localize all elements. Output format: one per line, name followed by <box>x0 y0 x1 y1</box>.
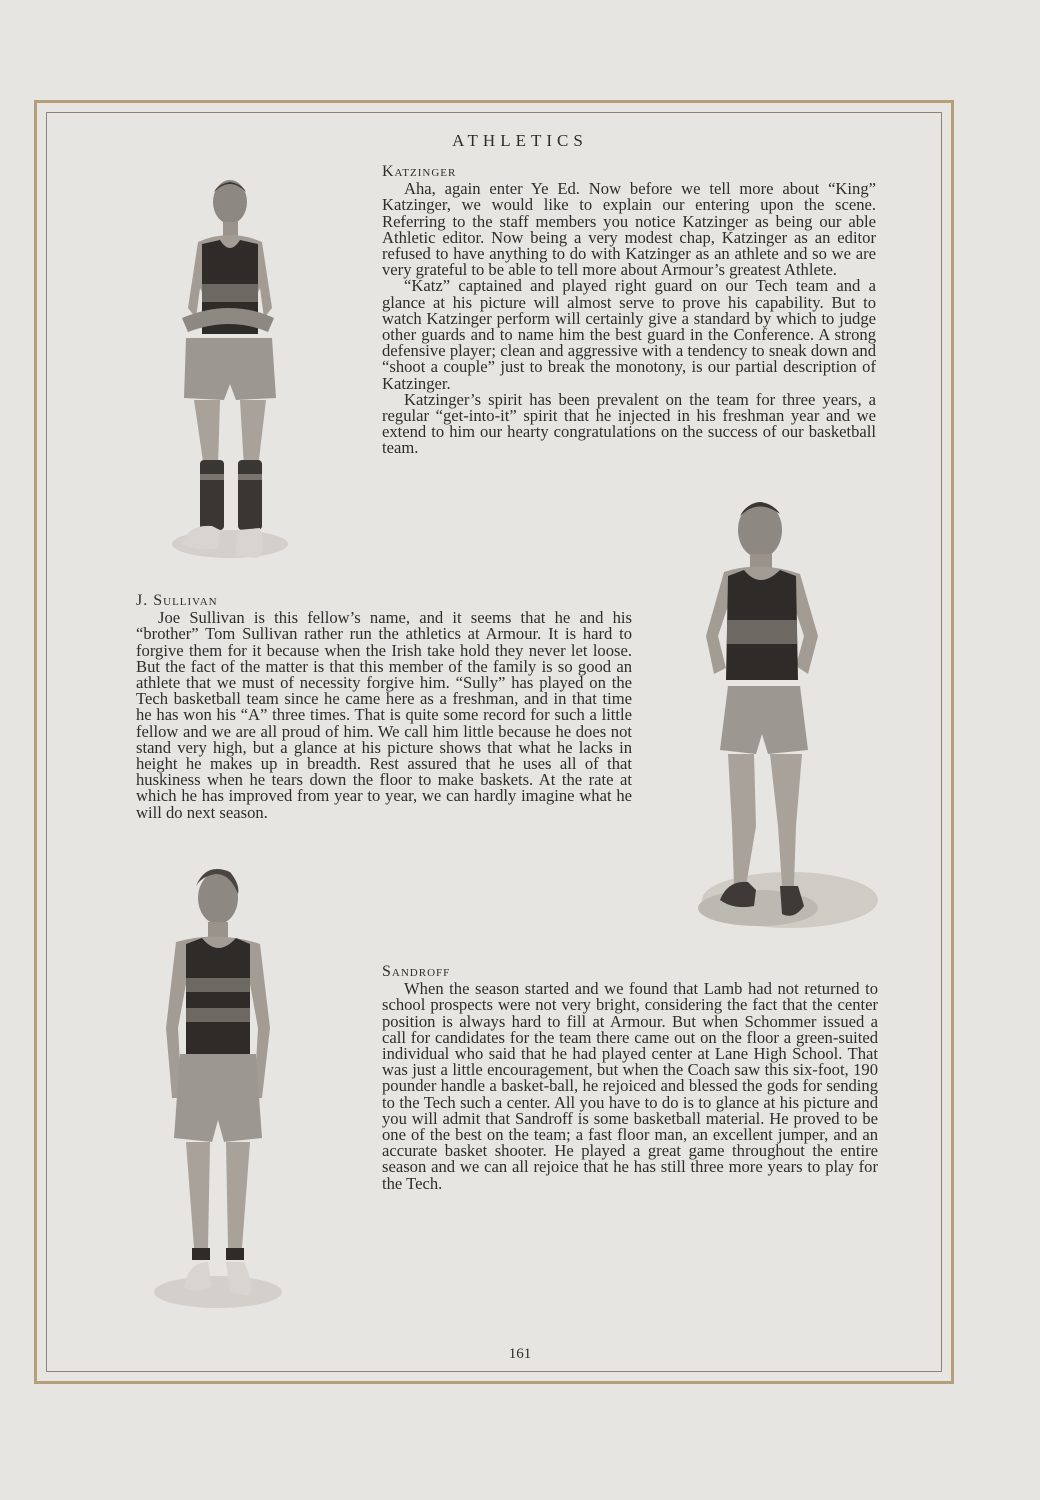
katzinger-section <box>382 164 876 457</box>
page-header: ATHLETICS <box>452 131 588 150</box>
sullivan-name: J. Sullivan <box>136 592 218 609</box>
sandroff-photo <box>150 858 285 1318</box>
katzinger-name: Katzinger <box>382 163 457 180</box>
sullivan-paragraph-1: Joe Sullivan is this fellow’s name, and it seems that he and his “brother” Tom Sullivan rather run the athletics at Armour. It is hard to forgive them for it because when the Irish take hold they never let loose. But the fact of the matter is that this member of the family is so good an athlete that we must of necessity forgive him. “Sully” has played on the Tech basketball team since he came here as a freshman, and in that time he has won his “A” three times. That is quite some record for such a little fellow and we are all proud of him. We call him little because he does not stand very high, but a glance at his picture shows that what he lacks in height he makes up in breadth. Rest assured that he uses all of that huskiness when he tears down the floor to make baskets. At the rate at which he has improved from year to year, we can hardly imagine what he will do next season. <box>136 608 632 822</box>
page-number: 161 <box>508 1346 532 1362</box>
katzinger-paragraph-3: Katzinger’s spirit has been prevalent on the team for three years, a regular “get-into-it” spirit that he injected in his freshman year and we extend to him our hearty congratulations on the success of our basketball team. <box>382 389 876 458</box>
sullivan-section <box>136 593 632 821</box>
sullivan-photo <box>698 496 880 931</box>
sandroff-paragraph-1: When the season started and we found that Lamb had not returned to school prospects were not very bright, considering the fact that the center position is always hard to fill at Armour. But when Schommer issued a call for candidates for the team there came out on the floor a green-suited individual who said that he had played center at Lane High School. That was just a little encouragement, but when the Coach saw this six-foot, 190 pounder handle a basket-ball, he rejoiced and blessed the gods for sending to the Tech such a center. All you have to do is to glance at his picture and you will admit that Sandroff is some basketball material. He proved to be one of the best on the team; a fast floor man, an excellent jumper, and an accurate basket shooter. He played a great game throughout the entire season and we can all rejoice that he has still three more years to play for the Tech. <box>382 979 878 1193</box>
katzinger-photo <box>168 178 292 573</box>
katzinger-paragraph-2: “Katz” captained and played right guard on our Tech team and a glance at his picture will almost serve to prove his capability. But to watch Katzinger perform will certainly give a standard by which to judge other guards and to name him the best guard in the Conference. A strong defensive player; clean and aggressive with a tendency to sneak down and “shoot a couple” just to break the monotony, is our partial description of Katzinger. <box>382 276 876 393</box>
sandroff-section <box>382 964 878 1192</box>
sandroff-name: Sandroff <box>382 963 451 980</box>
katzinger-paragraph-1: Aha, again enter Ye Ed. Now before we tell more about “King” Katzinger, we would like to explain our entering upon the scene. Referring to the staff members you notice Katzinger as being our able Athletic editor. Now being a very modest chap, Katzinger as an editor refused to have anything to do with Katzinger as an athlete and so we are very grateful to be able to tell more about Armour’s greatest Athlete. <box>382 179 876 280</box>
